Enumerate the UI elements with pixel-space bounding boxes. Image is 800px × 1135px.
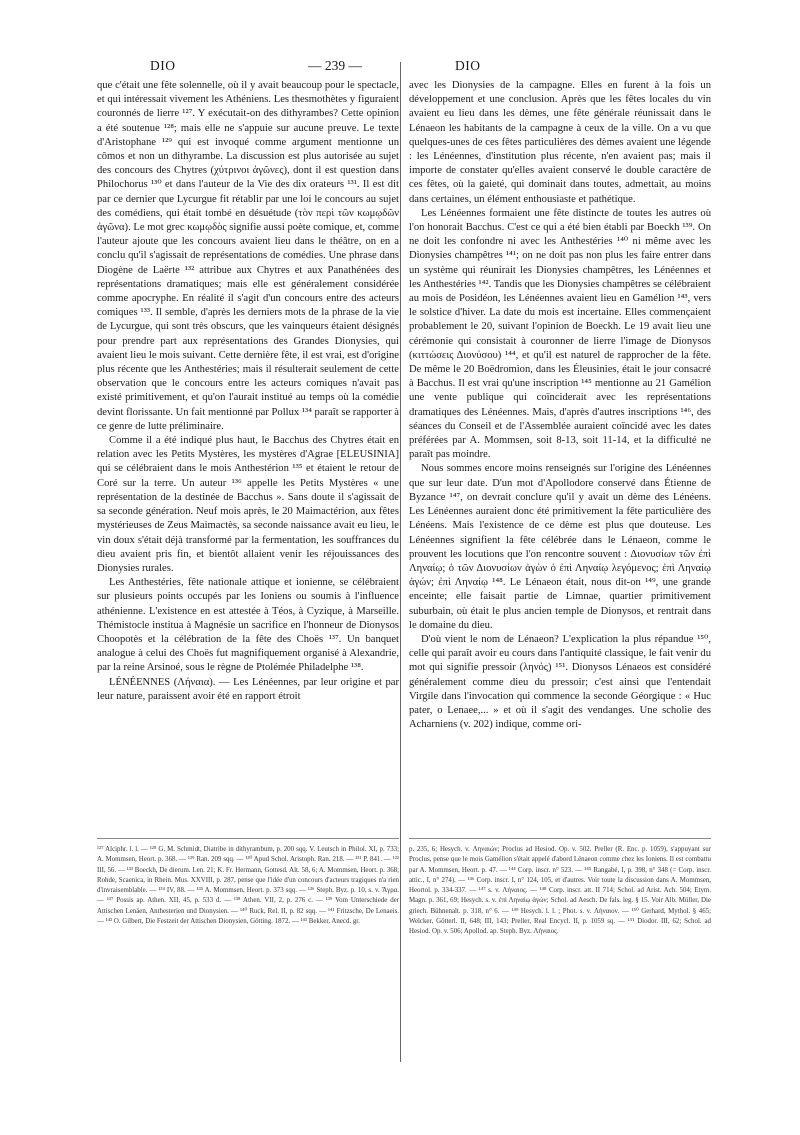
footnotes-right bbox=[409, 838, 711, 938]
paragraph: Les Lénéennes formaient une fête distincte de toutes les autres où l'on honorait Bacchus. C'est ce qui a été bien établi par Boeckh ¹³⁹. On ne doit les confondre ni avec les Anthestéries ¹⁴⁰ ni même avec les Dionysies champêtres ¹⁴¹; on ne doit pas non plus les faire entrer dans un système qui réunirait les Dionysies champêtres, les Lénéennes et les Anthestéries ¹⁴². Tandis que les Dionysies champêtres se célébraient au mois de Posidéon, les Lénéennes avaient lieu en Gamélion ¹⁴³, vers le solstice d'hiver. La date du mois est incertaine. Elles commençaient probablement le 20, suivant l'opinion de Boeckh. Le 19 avait lieu une cérémonie qui consistait à couronner de lierre l'image de Dionysos (κιττώσεις Διονύσου) ¹⁴⁴, et qu'il est naturel de rapprocher de la fête. De même le 20 Boëdromion, dans les Éleusinies, était le jour consacré à Bacchus. Il est vrai qu'une inscription ¹⁴⁵ mentionne au 21 Gamélion une vente publique qui coïnciderait avec les représentations dramatiques des Lénéennes. Mais, d'après d'autres inscriptions ¹⁴⁶, des séances du Conseil et de l'Assemblée auraient coïncidé avec les dates préférées par A. Mommsen, soit 8-13, soit 11-14, et la difficulté ne paraît pas moindre. bbox=[409, 207, 711, 461]
paragraph: que c'était une fête solennelle, où il y avait beaucoup pour le spectacle, et qui intéressait vivement les Athéniens. Les thesmothètes y figuraient couronnés de lierre ¹²⁷. Y exécutait-on des dithyrambes? Cette opinion a été soutenue ¹²⁸; mais elle ne s'appuie sur aucune preuve. Le texte d'Aristophane ¹²⁹ qui est invoqué comme argument mentionne un cômos et non un dithyrambe. La discussion est plus autorisée au sujet des concours des Chytres (χύτρινοι ἀγῶνες), dont il est question dans Philochorus ¹³⁰ et dans l'auteur de la Vie des dix orateurs ¹³¹. Il est dit par ce dernier que Lycurgue fit rétablir par une loi le concours au sujet des comédiens, qui était tombé en désuétude (τὸν περὶ τῶν κωμῳδῶν ἀγῶνα). Le mot grec κωμῳδὸς signifie aussi poète comique, et, comme l'auteur ajoute que les concours avaient lieu dans le théâtre, on en a conclu qu'il s'agissait de représentations de comédies. Une phrase dans Diogène de Laërte ¹³² attribue aux Chytres et aux Panathénées des représentations dramatiques; mais elle est généralement considérée comme apocryphe. En réalité il s'agit d'un concours entre des acteurs comiques ¹³³. Il semble, d'après les derniers mots de la phrase de la vie de Lycurgue, qui sont très obscurs, que les vainqueurs étaient désignés pour prendre part aux représentations des Grandes Dionysies, qui avaient lieu le mois suivant. Cette dernière fête, il est vrai, est d'origine plus récente que les Anthestéries; mais il résulterait seulement de cette observation que le concours entre les acteurs comiques n'avait pas existé primitivement, et qu'on l'aurait institué au temps où la comédie devint florissante. Un fait mentionné par Pollux ¹³⁴ paraît se rapporter à ce genre de lutte préliminaire. bbox=[97, 80, 399, 432]
footnote-text: p. 235, 6; Hesych. v. Ληναιών; Proclus ad Hesiod. Op. v. 502. Preller (R. Enc. p. 1059), s'appuyant sur Proclus, pense que le mois Gamélion s'était appelé d'abord Lénaeon comme chez les Ioniens. Il est combattu par A. Mommsen, Heort. p. 47. — ¹⁴⁴ Corp. inscr. n° 523. — ¹⁴⁵ Rangabé, I, p. 398, n° 348 (= Corp. inscr. attic., I, n° 274). — ¹⁴⁶ Corp. inscr. I, n° 124, 105, et d'autres. Voir toute la discussion dans A. Mommsen, Heortol. p. 334-337. — ¹⁴⁷ s. v. Λήναιος. — ¹⁴⁸ Corp. inscr. att. II 714; Schol. ad Arist. Ach. 504; Etym. Magn. p. 361, 69; Hesych. s. v. ἐπὶ Ληναίῳ ἀγών; Schol. ad Aesch. De fals. leg. § 15. Voir Alb. Müller, Die griech. Bühnenalt. p. 318, n° 6. — ¹⁴⁹ Hesych. l. l. ; Phot. s. v. Λήναιον. — ¹⁵⁰ Gerhard, Mythol. § 465; Welcker, Götterl. II, 648; III, 143; Preller, Real Encycl. II, p. 1059 sq. — ¹⁵¹ Diodor. III, 62; Schol. ad Hesiod. Op. v. 506; Apollod. ap. Steph. Byz. Λήναιος. bbox=[409, 846, 711, 936]
footnote-text: ¹²⁷ Alciphr. l. l. — ¹²⁸ G. M. Schmidt, Diatribe in dithyrambum, p. 200 sqq. V. Leutsch in Philol. XI, p. 733; A. Mommsen, Heort. p. 368. — ¹²⁹ Ran. 209 sqq. — ¹³⁰ Apud Schol. Aristoph. Ran. 218. — ¹³¹ P. 841. — ¹³² III, 56. — ¹³³ Boeckh, De dierum. Len. 21; K. Fr. Hermann, Gottesd. Alt. 58, 6; A. Mommsen, Heort. p. 368; Rohde, Scaenica, in Rhein. Mus. XXVIII, p. 287, pense que l'idée d'un concours d'acteurs tragiques n'a rien d'invraisemblable. — ¹³⁴ IV, 88. — ¹³⁵ A. Mommsen, Heort. p. 373 sqq. — ¹³⁶ Steph. Byz. p. 10, s. v. Ἄγρα. — ¹³⁷ Possis ap. Athen. XII, 45, p. 533 d. — ¹³⁸ Athen. VII, 2, p. 276 c. — ¹³⁹ Vom Unterschiede der Attischen Lenäen, Anthesterien und Dionysien. — ¹⁴⁰ Ruck, Rel. II, p. 82 sqq. — ¹⁴¹ Fritzsche, De Lenaeis. — ¹⁴² O. Gilbert, Die Festzeit der Attischen Dionysien, Götting. 1872. — ¹⁴³ Bekker, Anecd. gr. bbox=[97, 846, 399, 926]
paragraph: Nous sommes encore moins renseignés sur l'origine des Lénéennes que sur leur date. D'un mot d'Apollodore conservé dans Étienne de Byzance ¹⁴⁷, on devrait conclure qu'il y avait un dème des Lénéens. Les Lénéennes auraient donc été primitivement la fête particulière des Lénéens. Mais l'existence de ce dème est plus que douteuse. Les Lénéennes signifient la fête célébrée dans le Lénaeon, comme le prouvent les locutions que l'on rencontre souvent : Διονυσίων τῶν ἐπὶ Ληναίῳ; ὁ τῶν Διονυσίων ἀγὼν ὁ ἐπὶ Ληναίῳ λεγόμενος; ἐπὶ Ληναίῳ ἀγών; ἐπὶ Ληναίῳ ¹⁴⁸. Le Lénaeon était, nous dit-on ¹⁴⁹, une grande enceinte; elle faisait partie de Limnae, quartier primitivement suburbain, où était le plus ancien temple de Dionysos, et rentrait dans le domaine du dieu. bbox=[409, 463, 711, 631]
paragraph: D'où vient le nom de Lénaeon? L'explication la plus répandue ¹⁵⁰, celle qui paraît avoir eu cours dans l'antiquité classique, le fait venir du mot qui signifie pressoir (ληνός) ¹⁵¹. Dionysos Lénaeos est considéré généralement comme dieu du pressoir; c'est ainsi que l'entendait Virgile dans l'invocation qui commence la seconde Géorgique : « Huc pater, o Lenaee,... » et où il s'agit des vendanges. Une scholie des Acharniens (v. 202) indique, comme ori- bbox=[409, 633, 711, 731]
footnotes-left bbox=[97, 838, 399, 927]
paragraph: avec les Dionysies de la campagne. Elles en furent à la fois un développement et une conclusion. Après que les fêtes locales du vin avaient eu lieu dans les dèmes, une fête générale réunissait dans le Lénaeon les habitants de la campagne à ceux de la ville. On a vu que quelques-unes de ces fêtes particulières des dèmes avaient une légende : les Lénéennes, d'institution plus récente, n'en avaient pas; mais il importe de constater qu'elles avaient conservé le double caractère de ces fêtes, où la gaieté, qui dominait dans toutes, admettait, au moins dans certaines, un élément enthousiaste et pathétique. bbox=[409, 80, 711, 205]
paragraph: LÉNÉENNES (Λήναια). — Les Lénéennes, par leur origine et par leur nature, paraissent avoir été en rapport étroit bbox=[97, 676, 399, 702]
paragraph: Comme il a été indiqué plus haut, le Bacchus des Chytres était en relation avec les Petits Mystères, les mystères d'Agrae [ELEUSINIA] qui se célébraient dans le mois Anthestérion ¹³⁵ et étaient le retour de Coré sur la terre. Un auteur ¹³⁶ appelle les Petits Mystères « une représentation de la destinée de Bacchus ». Sans doute il s'agissait de sa seconde génération. Neuf mois après, le 20 Maimactérion, aux fêtes mystérieuses de Zeus Maimactès, sa seconde naissance avait eu lieu, le vin doux s'était déjà transformé par la fermentation, les souffrances du dieu avaient pris fin, et bientôt allaient venir les réjouissances des Dionysies rurales. bbox=[97, 435, 399, 574]
column-divider bbox=[400, 62, 401, 1062]
header-left-headword: DIO bbox=[150, 58, 176, 73]
left-column bbox=[97, 79, 399, 704]
page-number: — 239 — bbox=[308, 58, 362, 73]
right-column bbox=[409, 79, 711, 732]
paragraph: Les Anthestéries, fête nationale attique et ionienne, se célébraient sur plusieurs points occupés par les Ioniens ou soumis à l'influence athénienne. L'existence en est attestée à Téos, à Cyzique, à Marseille. Thémistocle institua à Magnésie un sacrifice en l'honneur de Dionysos Choopotès et la célébration de la fête des Choës ¹³⁷. Un banquet analogue à celui des Choës fut magnifiquement organisé à Alexandrie, par la reine Arsinoé, sous le règne de Ptolémée Philadelphe ¹³⁸. bbox=[97, 577, 399, 674]
header-right-headword: DIO bbox=[455, 58, 481, 73]
